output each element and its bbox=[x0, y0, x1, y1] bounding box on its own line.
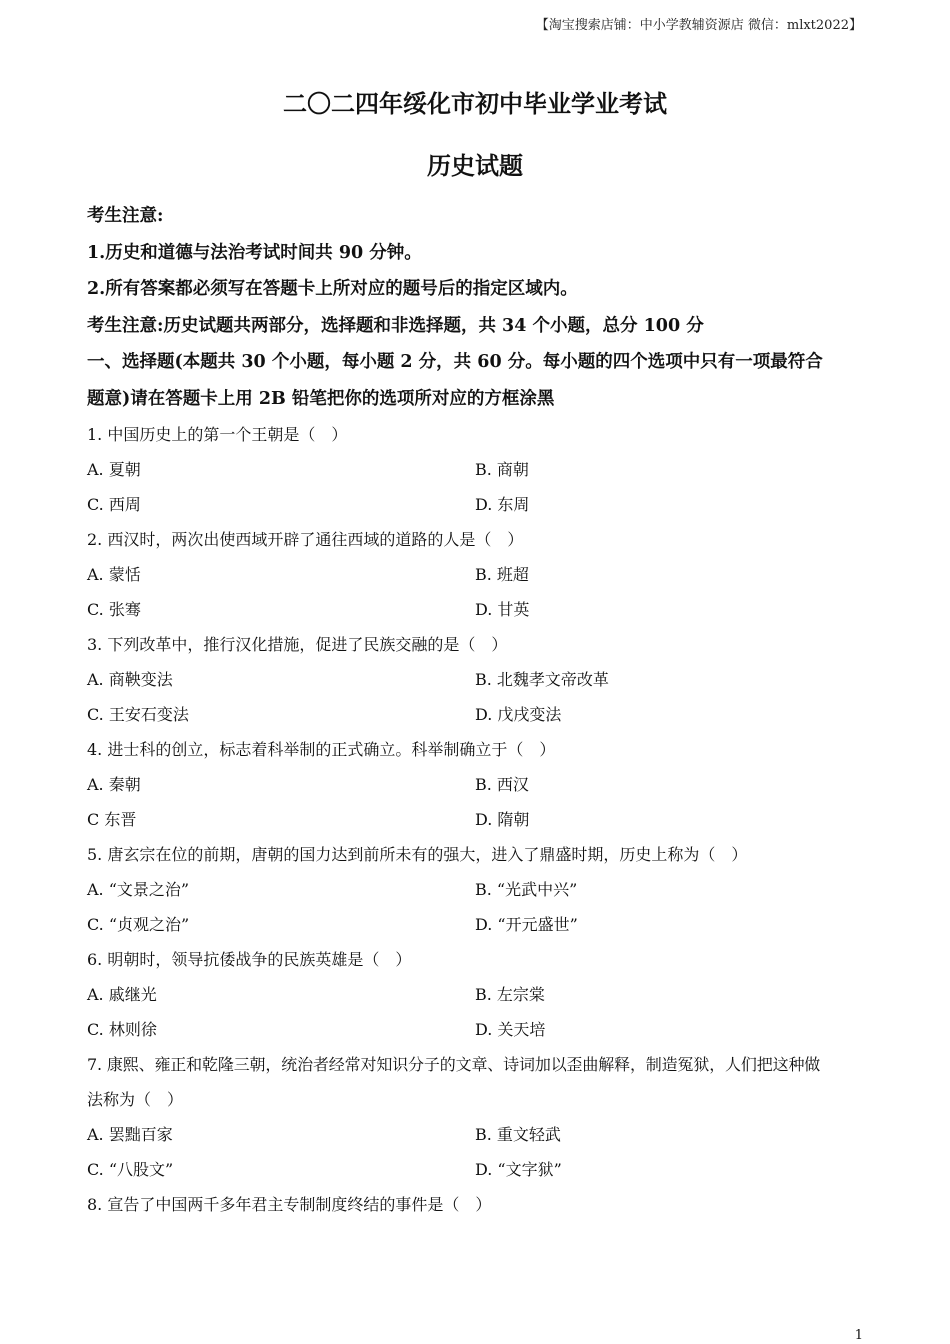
notice-line: 2.所有答案都必须写在答题卡上所对应的题号后的指定区域内。 bbox=[87, 279, 578, 299]
option: A. 戚继光 bbox=[87, 985, 157, 1004]
option: B. 班超 bbox=[475, 565, 529, 584]
option: C. 张骞 bbox=[87, 600, 141, 619]
option: C. “八股文” bbox=[87, 1160, 174, 1179]
question-stem: 3. 下列改革中，推行汉化措施，促进了民族交融的是（ ） bbox=[87, 635, 508, 654]
option-row bbox=[87, 662, 863, 697]
question-stem: 6. 明朝时，领导抗倭战争的民族英雄是（ ） bbox=[87, 950, 412, 969]
option: D. 关天培 bbox=[475, 1020, 546, 1039]
option: B. “光武中兴” bbox=[475, 880, 578, 899]
option-row bbox=[87, 767, 863, 802]
option-row bbox=[87, 907, 863, 942]
option: A. “文景之治” bbox=[87, 880, 190, 899]
option: B. 西汉 bbox=[475, 775, 529, 794]
option-row bbox=[87, 872, 863, 907]
option: D. 东周 bbox=[475, 495, 530, 514]
option: D. “文字狱” bbox=[475, 1160, 562, 1179]
option-row bbox=[87, 592, 863, 627]
option: D. 戊戌变法 bbox=[475, 705, 562, 724]
page-number: 1 bbox=[854, 1328, 863, 1343]
question-stem-continued: 法称为（ ） bbox=[87, 1090, 184, 1109]
option: C 东晋 bbox=[87, 810, 137, 829]
option: C. 西周 bbox=[87, 495, 141, 514]
option: D. “开元盛世” bbox=[475, 915, 578, 934]
option-row bbox=[87, 1117, 863, 1152]
option: B. 左宗棠 bbox=[475, 985, 545, 1004]
option-row bbox=[87, 487, 863, 522]
option: B. 商朝 bbox=[475, 460, 529, 479]
option-row bbox=[87, 557, 863, 592]
option: A. 夏朝 bbox=[87, 460, 141, 479]
question-stem: 1. 中国历史上的第一个王朝是（ ） bbox=[87, 425, 348, 444]
option: A. 秦朝 bbox=[87, 775, 141, 794]
option: D. 隋朝 bbox=[475, 810, 530, 829]
option: A. 蒙恬 bbox=[87, 565, 141, 584]
section-heading: 一、选择题(本题共 30 个小题，每小题 2 分，共 60 分。每小题的四个选项中只有一项最符合 bbox=[87, 352, 823, 372]
option-row bbox=[87, 802, 863, 837]
exam-content bbox=[87, 198, 863, 1222]
section-heading: 题意)请在答题卡上用 2B 铅笔把你的选项所对应的方框涂黑 bbox=[87, 388, 555, 409]
option-row bbox=[87, 452, 863, 487]
option: A. 商鞅变法 bbox=[87, 670, 173, 689]
header-note: 【淘宝搜索店铺：中小学教辅资源店 微信：mlxt2022】 bbox=[535, 18, 862, 33]
option: B. 重文轻武 bbox=[475, 1125, 561, 1144]
option-row bbox=[87, 977, 863, 1012]
option-row bbox=[87, 697, 863, 732]
question-stem: 7. 康熙、雍正和乾隆三朝，统治者经常对知识分子的文章、诗词加以歪曲解释，制造冤狱，人们把这种做 bbox=[87, 1055, 821, 1074]
option-row bbox=[87, 1012, 863, 1047]
question-stem: 2. 西汉时，两次出使西域开辟了通往西域的道路的人是（ ） bbox=[87, 530, 524, 549]
question-stem: 4. 进士科的创立，标志着科举制的正式确立。科举制确立于（ ） bbox=[87, 740, 556, 759]
question-stem: 8. 宣告了中国两千多年君主专制制度终结的事件是（ ） bbox=[87, 1195, 492, 1214]
option: C. 王安石变法 bbox=[87, 705, 189, 724]
exam-subtitle: 历史试题 bbox=[427, 151, 523, 180]
option: C. “贞观之治” bbox=[87, 915, 190, 934]
option: A. 罢黜百家 bbox=[87, 1125, 173, 1144]
exam-title: 二〇二四年绥化市初中毕业学业考试 bbox=[283, 89, 667, 118]
notice-line: 考生注意: bbox=[87, 206, 164, 226]
notice-line: 1.历史和道德与法治考试时间共 90 分钟。 bbox=[87, 242, 422, 263]
question-stem: 5. 唐玄宗在位的前期，唐朝的国力达到前所未有的强大，进入了鼎盛时期，历史上称为（ ） bbox=[87, 845, 748, 864]
notice-line: 考生注意:历史试题共两部分，选择题和非选择题，共 34 个小题，总分 100 分 bbox=[87, 315, 704, 336]
option: B. 北魏孝文帝改革 bbox=[475, 670, 609, 689]
option: C. 林则徐 bbox=[87, 1020, 157, 1039]
option: D. 甘英 bbox=[475, 600, 530, 619]
option-row bbox=[87, 1152, 863, 1187]
